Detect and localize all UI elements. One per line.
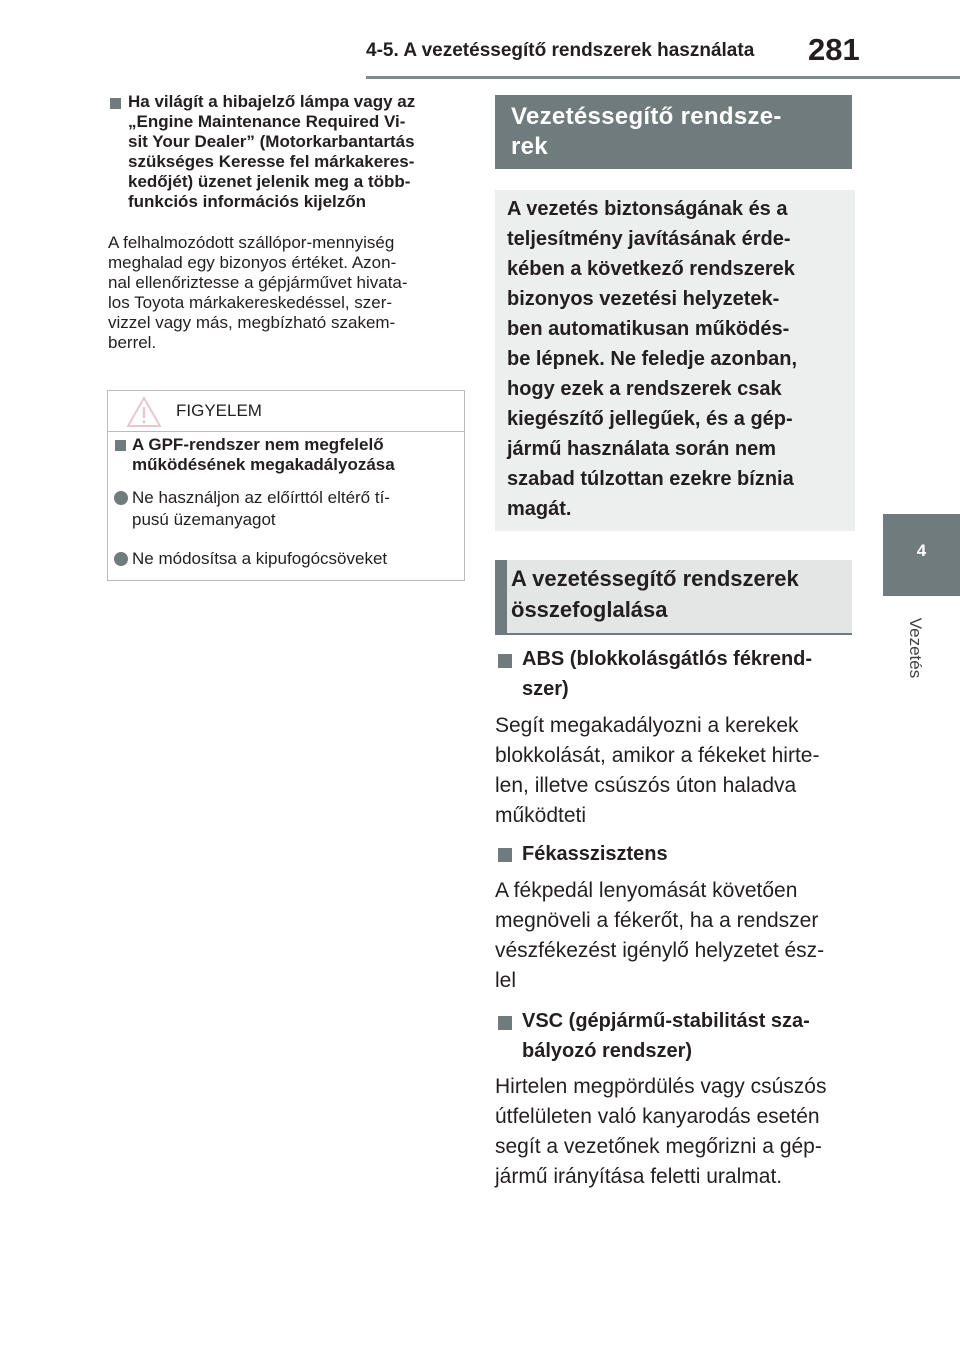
item-square-icon <box>498 848 512 862</box>
item-square-icon <box>498 1016 512 1030</box>
page-number: 281 <box>808 32 860 67</box>
subsection-band <box>495 560 852 635</box>
left-body-text: A felhalmozódott szállópor-mennyiség meghalad egy bizonyos értéket. Azon- nal ellenőriztesse a gépjárművet hivata- los Toyota márkakereskedéssel, szer- vizzel vagy más, megbízható szakem- berrel. <box>108 233 408 352</box>
section-band <box>495 95 852 169</box>
warning-triangle-icon <box>126 396 162 428</box>
bullet-dot-icon <box>114 552 128 566</box>
section-heading: Vezetéssegítő rendsze- rek <box>511 103 782 160</box>
warning-heading-square-icon <box>115 440 126 451</box>
intro-text: A vezetés biztonságának és a teljesítmény javításának érde- kében a következő rendszerek bizonyos vezetési helyzetek- ben automatikusan működés- be lépnek. Ne feledje azonban, hogy ezek a rendszerek csak kiegészítő jellegűek, és a gép- jármű használata során nem szabad túlzottan ezekre bíznia magát. <box>507 198 798 520</box>
item-heading: Fékasszisztens <box>522 843 668 865</box>
warning-header <box>108 391 464 432</box>
warning-heading: A GPF-rendszer nem megfelelő működésének megakadályozása <box>132 435 395 474</box>
chapter-label: Vezetés <box>906 617 925 679</box>
left-heading: Ha világít a hibajelző lámpa vagy az „Engine Maintenance Required Vi- sit Your Dealer” (Motorkarbantartás szükséges Keresse fel márkakeres- kedőjét) üzenet jelenik meg a több- funkciós információs kijelzőn <box>128 92 416 211</box>
subsection-heading: A vezetéssegítő rendszerek összefoglalása <box>511 566 799 622</box>
section-title: 4-5. A vezetéssegítő rendszerek használata <box>366 40 755 61</box>
warning-bullet: Ne módosítsa a kipufogócsöveket <box>132 549 388 568</box>
bullet-dot-icon <box>114 491 128 505</box>
chapter-label-container <box>903 608 927 688</box>
warning-box <box>107 390 465 581</box>
item-text: A fékpedál lenyomását követően megnöveli a fékerőt, ha a rendszer vészfékezést igénylő helyzetet ész- lel <box>495 879 825 992</box>
heading-square-icon <box>110 98 121 109</box>
item-heading: ABS (blokkolásgátlós fékrend- szer) <box>522 648 813 700</box>
header-rule <box>366 76 960 79</box>
item-heading: VSC (gépjármű-stabilitást sza- bályozó rendszer) <box>522 1010 810 1062</box>
item-square-icon <box>498 654 512 668</box>
intro-box <box>495 190 855 531</box>
chapter-number: 4 <box>916 541 927 560</box>
item-text: Hirtelen megpördülés vagy csúszós útfelületen való kanyarodás esetén segít a vezetőnek megőrizni a gép- jármű irányítása feletti uralmat. <box>495 1075 827 1188</box>
chapter-tab <box>883 514 960 596</box>
item-text: Segít megakadályozni a kerekek blokkolását, amikor a fékeket hirte- len, illetve csúszós úton haladva működteti <box>495 714 820 827</box>
warning-label: FIGYELEM <box>176 401 262 420</box>
warning-bullet: Ne használjon az előírttól eltérő tí- pusú üzemanyagot <box>132 488 390 529</box>
